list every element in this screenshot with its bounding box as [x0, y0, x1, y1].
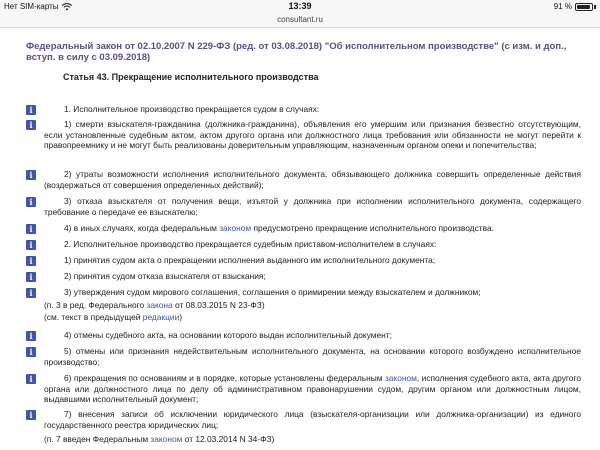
amendment-note-1: [44, 300, 581, 311]
paragraph-1-3: 3) отказа взыскателя от получения вещи, изъятой у должника при исполнении исполнительного документа, содержащего требование о передаче ее взыскателю;: [44, 196, 581, 217]
paragraph-2-4: 4) отмены судебного акта, на основании которого выдан исполнительный документ;: [64, 330, 392, 340]
battery-percent: 91 %: [553, 2, 572, 11]
carrier-label: Нет SIM-карты: [4, 2, 59, 11]
paragraph-1-4-text-b: предусмотрено прекращение исполнительного производства.: [251, 223, 494, 233]
law-title[interactable]: Федеральный закон от 02.10.2007 N 229-ФЗ (ред. от 03.08.2018) "Об исполнительном производстве" (с изм. и доп., вступ. в силу с 03.09.2018): [26, 41, 567, 63]
info-icon[interactable]: i: [26, 170, 36, 180]
info-icon[interactable]: i: [26, 374, 36, 384]
info-icon[interactable]: i: [26, 347, 36, 357]
status-bar: [0, 0, 600, 14]
previous-edition-link[interactable]: редакции: [142, 312, 180, 322]
battery-fill: [577, 5, 590, 9]
law-link[interactable]: законом: [384, 373, 417, 383]
paragraph-2-5: 5) отмены или признания недействительным исполнительного документа, на основании которого возбуждено исполнительное производство;: [44, 346, 581, 367]
note-2-text-a: (см. текст в предыдущей: [44, 312, 143, 322]
battery-icon: [575, 3, 593, 11]
note-1-text-a: (п. 3 в ред. Федерального: [44, 300, 147, 310]
info-icon[interactable]: i: [26, 120, 36, 130]
url-text[interactable]: consultant.ru: [277, 15, 323, 24]
amendment-note-3: [44, 434, 581, 445]
law-link[interactable]: законом: [150, 434, 183, 444]
info-icon[interactable]: i: [26, 288, 36, 298]
note-3-text-b: от 12.03.2014 N 34-ФЗ): [182, 434, 275, 444]
info-icon[interactable]: i: [26, 410, 36, 420]
paragraph-2-2: 2) принятия судом отказа взыскателя от взыскания;: [64, 271, 266, 281]
paragraph-2-6-text-b: , исполнения судебного акта, акта другого органа или должностного лица по делу об административном правонарушении судом, другим органом или должностным лицом, выдавшими исполнительный документ;: [44, 373, 581, 405]
info-icon[interactable]: i: [26, 331, 36, 341]
paragraph-1: 1. Исполнительное производство прекращается судом в случаях:: [64, 104, 320, 114]
note-1-text-b: от 08.03.2015 N 23-ФЗ): [172, 300, 265, 310]
paragraph-1-4: [44, 223, 581, 234]
status-right: [554, 2, 596, 11]
status-time: 13:39: [288, 1, 312, 11]
paragraph-1-2: 2) утраты возможности исполнения исполнительного документа, обязывающего должника совершить определенные действия (воздержаться от совершения определенных действий);: [44, 169, 581, 190]
law-link[interactable]: законом: [219, 223, 252, 233]
paragraph-1-1: 1) смерти взыскателя-гражданина (должника-гражданина), объявления его умершим или признания безвестно отсутствующим, если установленные судебным актом, актом другого органа или должностного лица требования или обязанности не могут перейти к правопреемнику и не могут быть реализованы доверительным управляющим, назначенным органом опеки и попечительства;: [44, 119, 581, 151]
paragraph-2-3: 3) утверждения судом мирового соглашения, соглашения о примирении между взыскателем и должником;: [64, 287, 481, 297]
paragraph-2-7: 7) внесения записи об исключении юридического лица (взыскателя-организации или должника-организации) из единого государственного реестра юридических лиц;: [44, 409, 581, 430]
amendment-note-2: [44, 312, 581, 323]
paragraph-2-1: 1) принятия судом акта о прекращении исполнения выданного им исполнительного документа;: [64, 255, 436, 265]
paragraph-2-6: [44, 373, 581, 405]
info-icon[interactable]: i: [26, 224, 36, 234]
document-content: [0, 29, 600, 450]
paragraph-2: 2. Исполнительное производство прекращается судебным приставом-исполнителем в случаях:: [64, 239, 437, 249]
paragraph-1-4-text-a: 4) в иных случаях, когда федеральным: [64, 223, 220, 233]
note-3-text-a: (п. 7 введен Федеральным: [44, 434, 151, 444]
paragraph-2-6-text-a: 6) прекращения по основаниям и в порядке, которые установлены федеральным: [64, 373, 385, 383]
url-bar[interactable]: [0, 14, 600, 28]
law-link[interactable]: закона: [146, 300, 173, 310]
article-title: Статья 43. Прекращение исполнительного производства: [63, 72, 319, 82]
info-icon[interactable]: i: [26, 197, 36, 207]
battery-nub: [594, 5, 596, 9]
info-icon[interactable]: i: [26, 256, 36, 266]
info-icon[interactable]: i: [26, 105, 36, 115]
info-icon[interactable]: i: [26, 240, 36, 250]
note-2-text-b: ): [179, 312, 183, 322]
info-icon[interactable]: i: [26, 272, 36, 282]
